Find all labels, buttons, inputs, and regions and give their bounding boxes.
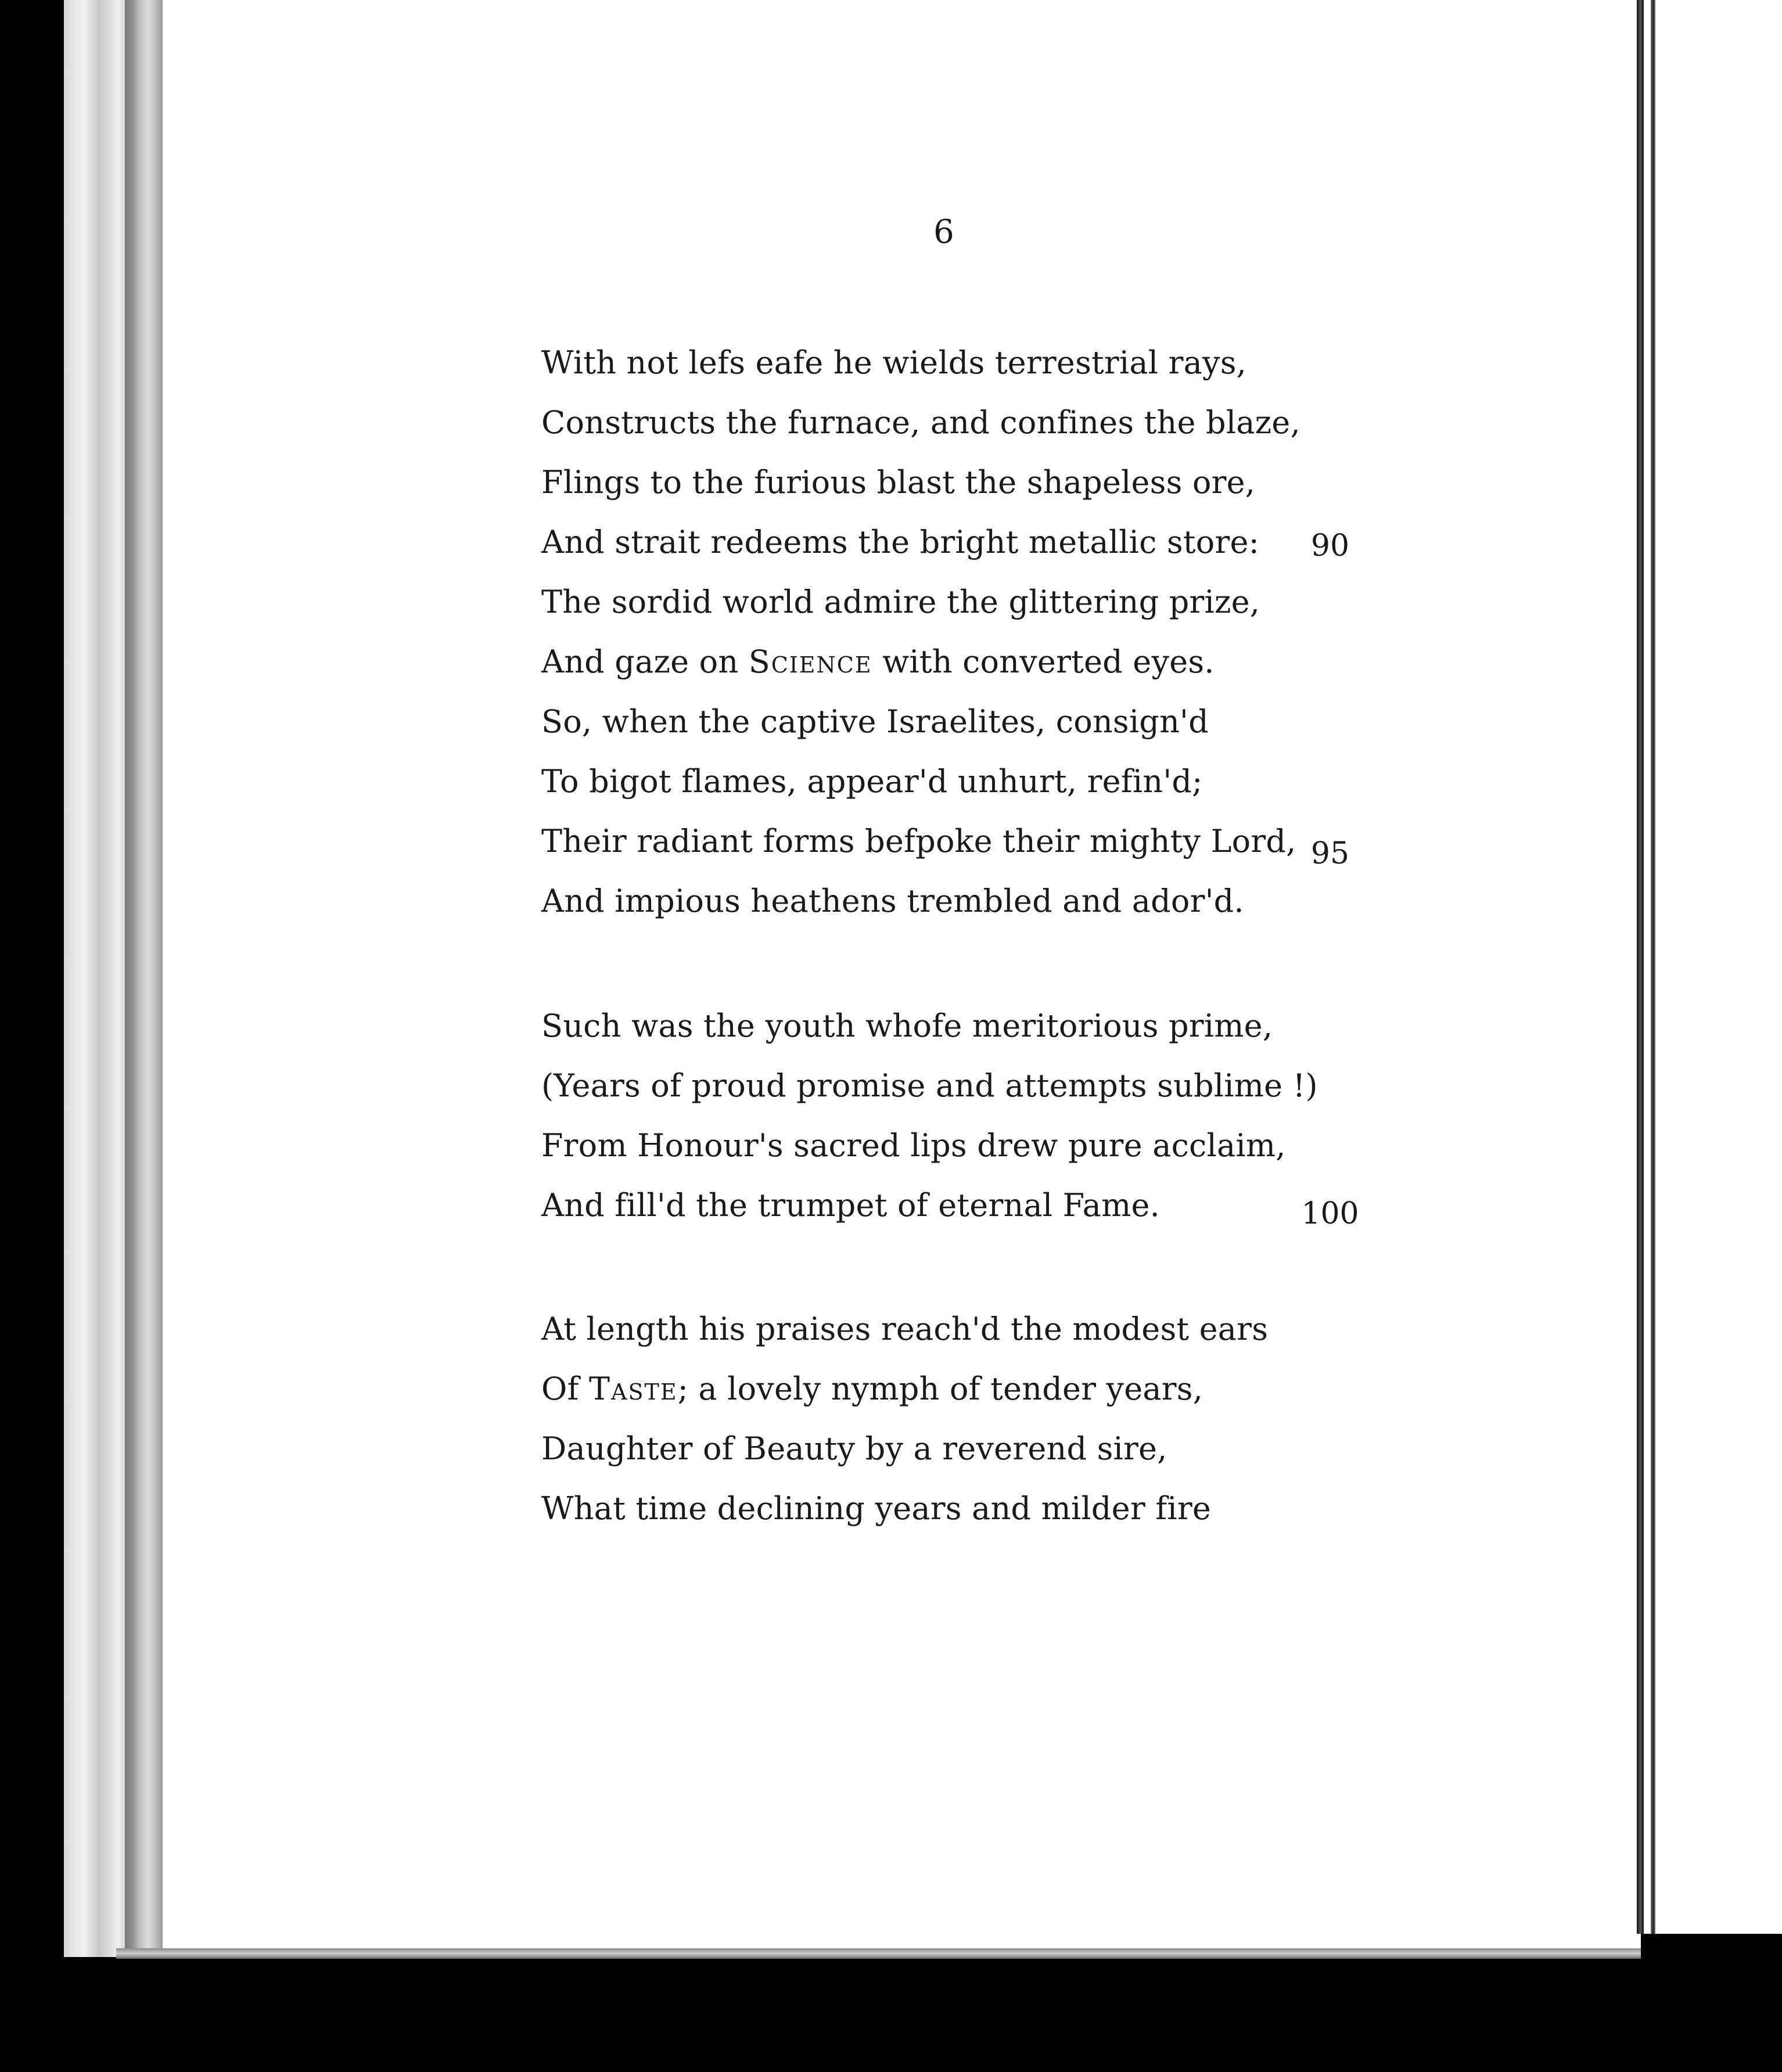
verse-line: To bigot flames, appear'd unhurt, refin'd; [541,763,1203,800]
verse-line [541,1372,1203,1406]
verse-line: And impious heathens trembled and ador'd. [541,883,1244,919]
verse-line: (Years of proud promise and attempts sublime !) [541,1067,1318,1104]
verse-line: At length his praises reach'd the modest ears [541,1311,1269,1347]
line-number: 90 [1310,528,1350,563]
verse-line-part: Of [541,1370,590,1407]
small-caps-word: Taste [589,1370,678,1407]
line-number: 100 [1301,1196,1359,1231]
verse-line: The sordid world admire the glittering prize, [541,584,1260,620]
verse-line: Such was the youth whofe meritorious prime, [541,1008,1273,1044]
page-number: 6 [933,213,954,251]
verse-line: Daughter of Beauty by a reverend sire, [541,1430,1167,1467]
verse-line: So, when the captive Israelites, consign'd [541,703,1209,740]
small-caps-word: Science [748,643,872,680]
verse-line [541,645,1215,679]
verse-line-part: with converted eyes. [872,643,1215,680]
verse-line-part: ; a lovely nymph of tender years, [677,1370,1203,1407]
verse-line: What time declining years and milder fire [541,1490,1212,1527]
verse-line: From Honour's sacred lips drew pure acclaim, [541,1127,1286,1164]
verse-line: Flings to the furious blast the shapeless ore, [541,464,1256,501]
verse-line: Their radiant forms befpoke their mighty Lord, [541,823,1296,859]
line-number: 95 [1310,836,1350,871]
verse-line-part: And gaze on [541,643,749,680]
verse-line: And fill'd the trumpet of eternal Fame. [541,1187,1160,1224]
verse-line: Constructs the furnace, and confines the blaze, [541,404,1300,441]
verse-line: And strait redeems the bright metallic store: [541,524,1260,560]
verse-line: With not lefs eafe he wields terrestrial rays, [541,344,1246,381]
